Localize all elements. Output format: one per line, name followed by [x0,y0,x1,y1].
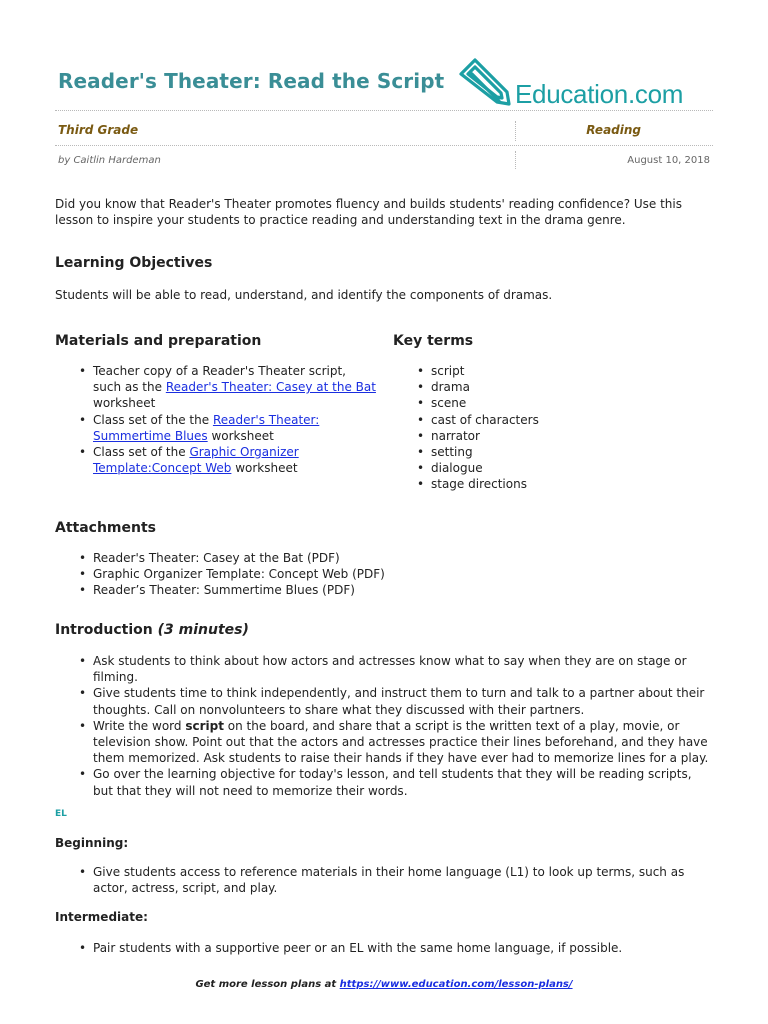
key-terms-heading: Key terms [393,333,474,349]
pencil-logo-icon [455,55,517,111]
list-item: • setting [417,445,473,460]
list-item: • Give students time to think independently, and instruct them to turn and talk to a partner about their thoughts. Call on nonvolunteers to share what they discussed with their partners. [79,686,705,717]
intro-paragraph: Did you know that Reader's Theater promotes fluency and builds students' reading confidence? Use this lesson to inspire your students to practice reading and understanding text in the drama genre. [55,197,682,228]
el-label: EL [55,809,67,819]
materials-heading: Materials and preparation [55,333,262,349]
meta-divider [55,145,713,146]
list-item: • dialogue [417,461,483,476]
attachment-item[interactable]: • Reader’s Theater: Summertime Blues (PDF) [79,583,355,598]
attachment-item[interactable]: • Reader's Theater: Casey at the Bat (PDF) [79,551,340,565]
intermediate-list [55,940,715,956]
script-keyword: script [185,718,224,733]
list-item: • cast of characters [417,412,539,427]
concept-web-link[interactable]: Graphic Organizer Template:Concept Web [93,445,299,476]
page-header [55,55,713,115]
byline-separator [515,151,516,169]
list-item: • script [417,364,465,378]
education-com-logo[interactable] [455,55,713,111]
grade-label: Third Grade [58,123,139,137]
list-item: • Write the word script on the board, and share that a script is the written text of a play, movie, or television show. Point out that the actors and actresses practice their lines beforehand, and they have them memorized. Ask students to raise their hands if they have ever had to memorize lines for a play. [79,718,709,766]
list-item: • drama [417,380,470,395]
author-byline: by Caitlin Hardeman [58,155,161,166]
subject-label: Reading [586,123,641,137]
beginning-heading: Beginning: [55,836,129,850]
logo-wordmark: Education.com [515,79,684,109]
lesson-plans-link[interactable]: https://www.education.com/lesson-plans/ [339,979,573,990]
list-item: • stage directions [417,477,527,492]
list-item: • Ask students to think about how actors and actresses know what to say when they are on stage or filming. [79,654,687,685]
attachment-item[interactable]: • Graphic Organizer Template: Concept Web (PDF) [79,567,385,582]
learning-objectives-heading: Learning Objectives [55,255,213,271]
attachments-heading: Attachments [55,520,157,536]
list-item: • Class set of the Graphic Organizer Template:Concept Web worksheet [79,445,299,476]
materials-list [55,363,377,476]
list-item: • Class set of the the Reader's Theater: Summertime Blues worksheet [79,412,320,443]
learning-objectives-text: Students will be able to read, understand, and identify the components of dramas. [55,288,553,302]
introduction-duration: (3 minutes) [157,622,249,638]
summertime-blues-link[interactable]: Reader's Theater: Summertime Blues [93,412,320,443]
list-item: • Pair students with a supportive peer or an EL with the same home language, if possible. [79,941,623,955]
list-item: • Give students access to reference materials in their home language (L1) to look up terms, such as actor, actress, script, and play. [79,865,685,896]
publish-date: August 10, 2018 [627,155,710,166]
list-item: • narrator [417,428,480,443]
list-item: • scene [417,396,467,411]
intermediate-heading: Intermediate: [55,910,148,924]
introduction-list [55,653,715,799]
meta-separator [515,121,516,141]
header-divider [55,110,713,111]
casey-at-the-bat-link[interactable]: Reader's Theater: Casey at the Bat [165,380,376,395]
key-terms-list [393,363,713,493]
page-title: Reader's Theater: Read the Script [58,69,445,93]
list-item: • Go over the learning objective for today's lesson, and tell students that they will be reading scripts, but that they will not need to memorize their words. [79,767,692,798]
introduction-heading: Introduction (3 minutes) [55,622,249,638]
page-footer: Get more lesson plans at https://www.education.com/lesson-plans/ [195,979,573,990]
list-item: • Teacher copy of a Reader's Theater script, such as the Reader's Theater: Casey at the Bat worksheet [79,364,376,411]
attachments-list [55,550,715,599]
beginning-list [55,864,715,896]
